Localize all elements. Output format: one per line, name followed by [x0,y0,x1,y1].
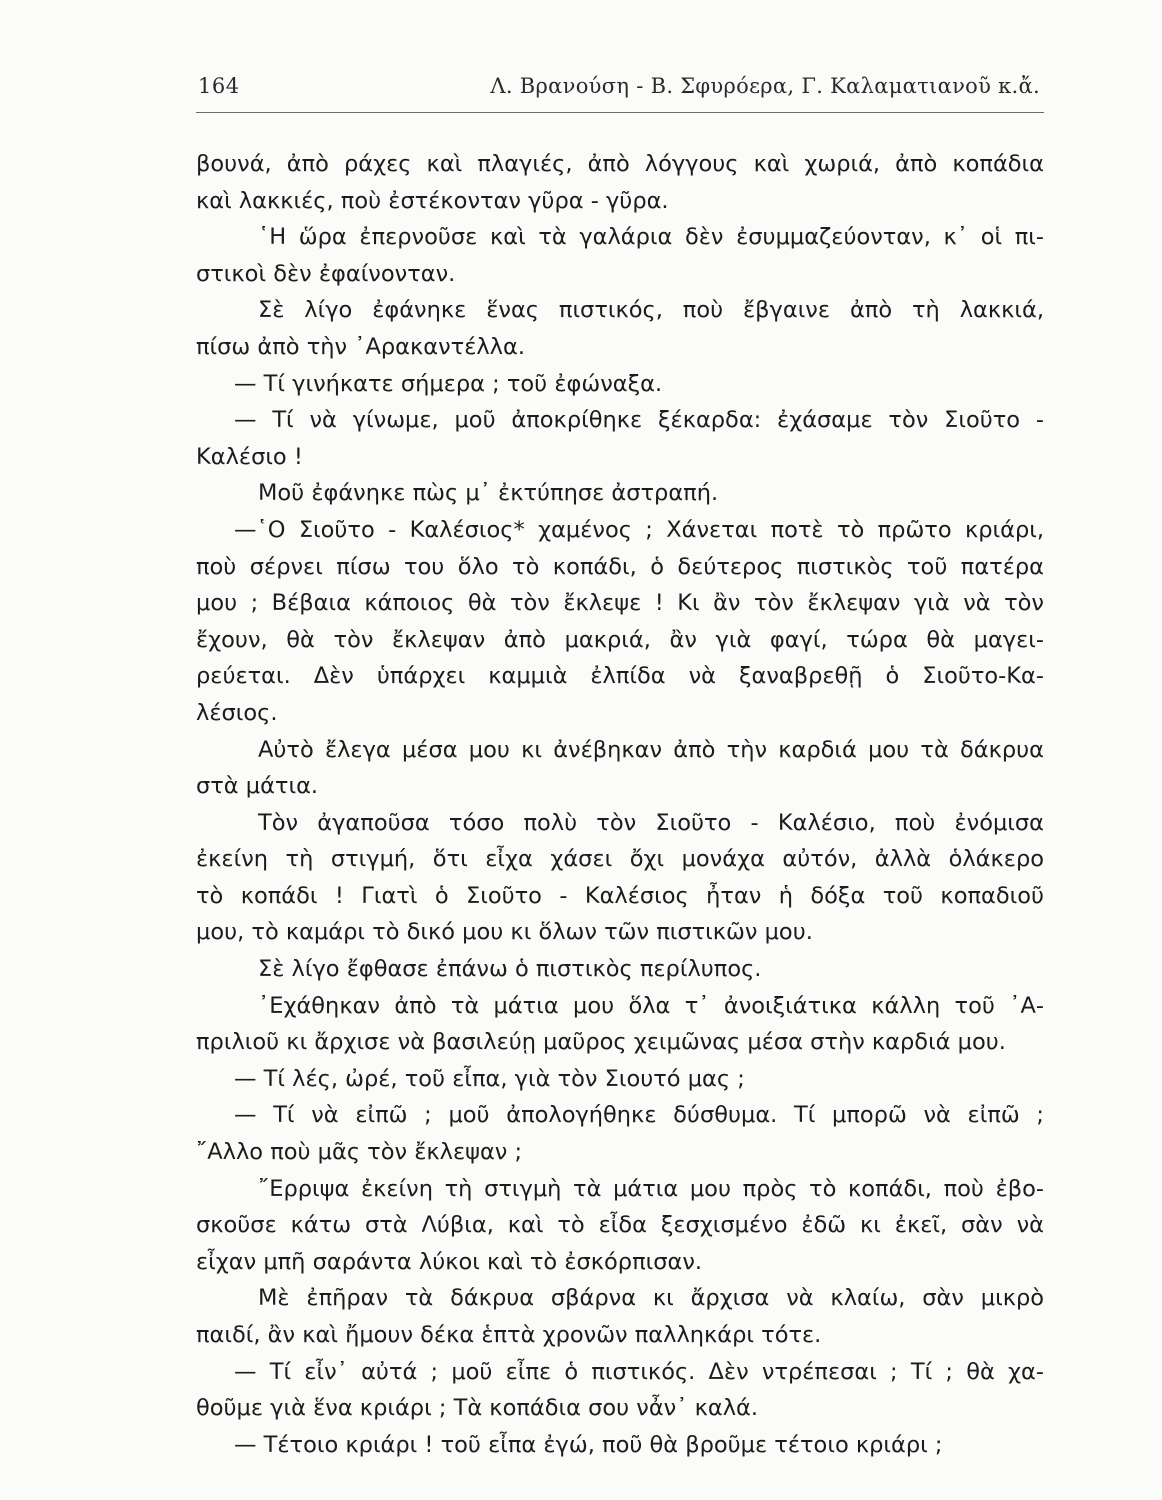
text-line: ῾Η ὥρα ἐπερνοῦσε καὶ τὰ γαλάρια δὲν ἐσυμμαζεύονταν, κ᾿ οἱ πι- [258,224,1044,251]
running-head: Λ. Βρανούση - Β. Σφυρόερα, Γ. Καλαματιανοῦ κ.ἄ. [490,74,1040,98]
text-line: — Τί εἶν᾿ αὐτά ; μοῦ εἶπε ὁ πιστικός. Δὲν ντρέπεσαι ; Τί ; θὰ χα- [234,1358,1044,1385]
text-line: — Τί λές, ὠρέ, τοῦ εἶπα, γιὰ τὸν Σιουτό μας ; [234,1065,745,1092]
text-line: θοῦμε γιὰ ἕνα κριάρι ; Τὰ κοπάδια σου νἆν᾿ καλά. [196,1395,759,1422]
text-line: πίσω ἀπὸ τὴν ᾿Αρακαντέλλα. [196,333,525,360]
text-line: τὸ κοπάδι ! Γιατὶ ὁ Σιοῦτο - Καλέσιος ἦταν ἡ δόξα τοῦ κοπαδιοῦ [196,882,1044,909]
text-line: ῎Ερριψα ἐκείνη τὴ στιγμὴ τὰ μάτια μου πρὸς τὸ κοπάδι, ποὺ ἐβο- [258,1175,1044,1202]
text-line: σκοῦσε κάτω στὰ Λύβια, καὶ τὸ εἶδα ξεσχισμένο ἐδῶ κι ἐκεῖ, σὰν νὰ [196,1212,1044,1239]
text-line: ἔχουν, θὰ τὸν ἔκλεψαν ἀπὸ μακριά, ἂν γιὰ φαγί, τώρα θὰ μαγει- [196,626,1044,653]
text-line: παιδί, ἂν καὶ ἤμουν δέκα ἑπτὰ χρονῶν παλληκάρι τότε. [196,1322,822,1348]
text-line: — Τί νὰ γίνωμε, μοῦ ἀποκρίθηκε ξέκαρδα: ἐχάσαμε τὸν Σιοῦτο - [234,407,1044,434]
header-rule [196,112,1044,113]
text-line: εἶχαν μπῆ σαράντα λύκοι καὶ τὸ ἐσκόρπισαν. [196,1248,703,1275]
text-line: —῾Ο Σιοῦτο - Καλέσιος* χαμένος ; Χάνεται ποτὲ τὸ πρῶτο κριάρι, [234,516,1044,543]
text-line: — Τί γινήκατε σήμερα ; τοῦ ἐφώναξα. [234,370,663,397]
text-line: στὰ μάτια. [196,773,319,800]
text-line: — Τί νὰ εἰπῶ ; μοῦ ἀπολογήθηκε δύσθυμα. Τί μπορῶ νὰ εἰπῶ ; [234,1102,1044,1129]
text-line: ῎Αλλο ποὺ μᾶς τὸν ἔκλεψαν ; [196,1139,523,1166]
text-line: Καλέσιο ! [196,443,303,470]
text-line: καὶ λακκιές, ποὺ ἐστέκονταν γῦρα - γῦρα. [196,187,669,214]
page-header [196,74,1044,106]
text-line: λέσιος. [196,699,278,726]
text-line: μου ; Βέβαια κάποιος θὰ τὸν ἔκλεψε ! Κι ἂν τὸν ἔκλεψαν γιὰ νὰ τὸν [196,590,1044,617]
text-line: μου, τὸ καμάρι τὸ δικό μου κι ὅλων τῶν πιστικῶν μου. [196,919,813,946]
text-line: ποὺ σέρνει πίσω του ὅλο τὸ κοπάδι, ὁ δεύτερος πιστικὸς τοῦ πατέρα [196,553,1044,580]
text-line: ρεύεται. Δὲν ὑπάρχει καμμιὰ ἐλπίδα νὰ ξαναβρεθῇ ὁ Σιοῦτο-Κα- [196,663,1044,690]
text-line: βουνά, ἀπὸ ράχες καὶ πλαγιές, ἀπὸ λόγγους καὶ χωριά, ἀπὸ κοπάδια [196,151,1044,177]
text-line: Αὐτὸ ἔλεγα μέσα μου κι ἀνέβηκαν ἀπὸ τὴν καρδιά μου τὰ δάκρυα [258,736,1044,763]
text-line: Μοῦ ἐφάνηκε πὼς μ᾿ ἐκτύπησε ἀστραπή. [258,480,719,507]
page-number: 164 [198,74,240,98]
text-line: Μὲ ἐπῆραν τὰ δάκρυα σβάρνα κι ἄρχισα νὰ κλαίω, σὰν μικρὸ [258,1285,1044,1312]
text-line: πριλιοῦ κι ἄρχισε νὰ βασιλεύῃ μαῦρος χειμῶνας μέσα στὴν καρδιά μου. [196,1029,1006,1056]
text-line: Σὲ λίγο ἔφθασε ἐπάνω ὁ πιστικὸς περίλυπος. [258,956,762,983]
text-line: Σὲ λίγο ἐφάνηκε ἕνας πιστικός, ποὺ ἔβγαινε ἀπὸ τὴ λακκιά, [258,297,1044,324]
text-line: — Τέτοιο κριάρι ! τοῦ εἶπα ἐγώ, ποῦ θὰ βροῦμε τέτοιο κριάρι ; [234,1431,943,1458]
text-line: ᾿Εχάθηκαν ἀπὸ τὰ μάτια μου ὅλα τ᾿ ἀνοιξιάτικα κάλλη τοῦ ᾿Α- [258,992,1044,1019]
body-text [196,146,1044,1463]
text-line: στικοὶ δὲν ἐφαίνονταν. [196,260,456,287]
book-page [196,0,1044,1500]
text-line: ἐκείνη τὴ στιγμή, ὅτι εἶχα χάσει ὄχι μονάχα αὐτόν, ἀλλὰ ὁλάκερο [196,846,1044,873]
text-line: Τὸν ἀγαποῦσα τόσο πολὺ τὸν Σιοῦτο - Καλέσιο, ποὺ ἐνόμισα [258,809,1044,836]
